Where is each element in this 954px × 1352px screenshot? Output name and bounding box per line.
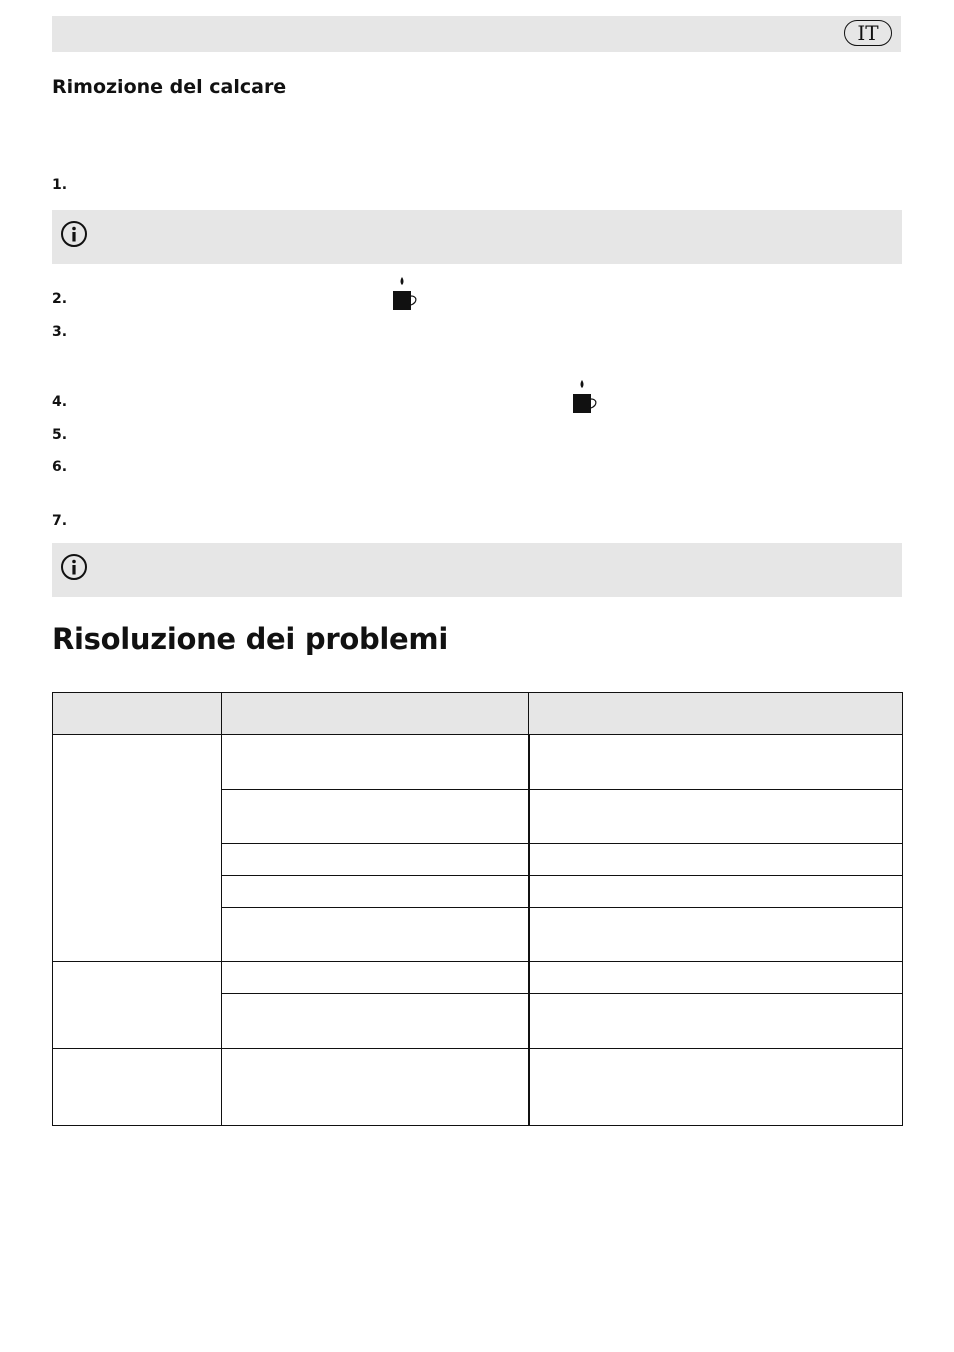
- step-number-4: 4.: [52, 394, 68, 410]
- step-number-5: 5.: [52, 427, 68, 443]
- step-number-6: 6.: [52, 459, 68, 475]
- section-heading: Rimozione del calcare: [52, 76, 287, 98]
- coffee-cup-icon: [570, 379, 600, 415]
- cause-cell: [222, 1049, 529, 1126]
- column-header-solution: [529, 693, 903, 735]
- solution-cell: [529, 790, 903, 844]
- table-row: [53, 962, 903, 994]
- step-number-7: 7.: [52, 513, 68, 529]
- solution-cell: [529, 908, 903, 962]
- solution-cell: [529, 994, 903, 1049]
- column-header-problem: [53, 693, 222, 735]
- problem-cell: [53, 735, 222, 962]
- table-row: [53, 735, 903, 790]
- cause-cell: [222, 790, 529, 844]
- step-number-1: 1.: [52, 177, 68, 193]
- cause-cell: [222, 735, 529, 790]
- language-badge: IT: [844, 20, 892, 46]
- info-icon: [60, 553, 88, 581]
- coffee-cup-icon: [390, 276, 420, 312]
- table-header-row: [53, 693, 903, 735]
- solution-cell: [529, 876, 903, 908]
- table-row: [53, 1049, 903, 1126]
- cause-cell: [222, 908, 529, 962]
- cause-cell: [222, 876, 529, 908]
- troubleshooting-table: [52, 692, 903, 1126]
- solution-cell: [529, 1049, 903, 1126]
- solution-cell: [529, 844, 903, 876]
- column-header-cause: [222, 693, 529, 735]
- cause-cell: [222, 994, 529, 1049]
- info-icon: [60, 220, 88, 248]
- header-bar: [52, 16, 901, 52]
- solution-cell: [529, 962, 903, 994]
- info-note: [52, 210, 902, 264]
- info-note: [52, 543, 902, 597]
- page-title: Risoluzione dei problemi: [52, 622, 448, 656]
- step-number-3: 3.: [52, 324, 68, 340]
- problem-cell: [53, 1049, 222, 1126]
- cause-cell: [222, 844, 529, 876]
- solution-cell: [529, 735, 903, 790]
- problem-cell: [53, 962, 222, 1049]
- cause-cell: [222, 962, 529, 994]
- step-number-2: 2.: [52, 291, 68, 307]
